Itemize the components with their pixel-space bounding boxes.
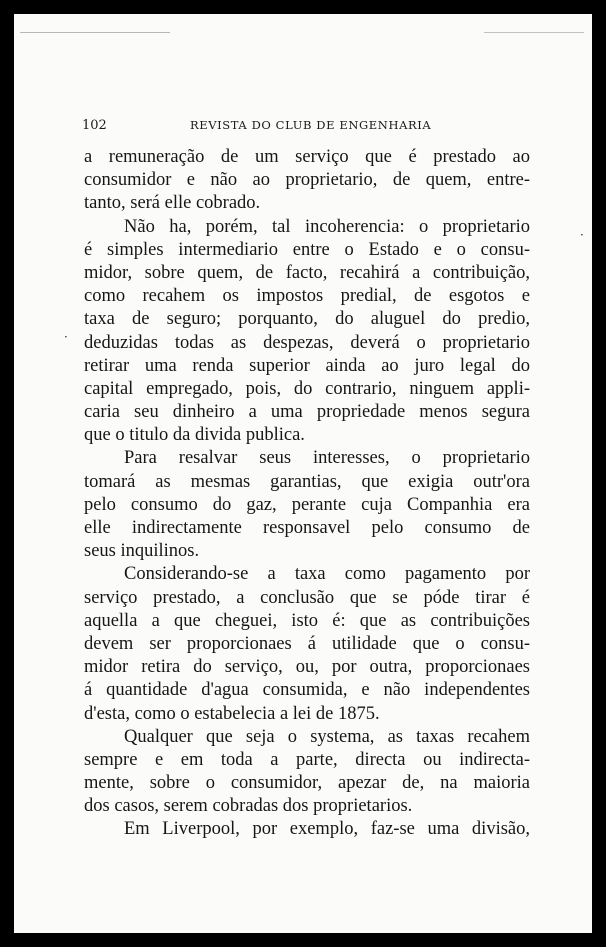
text-line: midor retira do serviço, ou, por outra, proporcionaes	[84, 657, 530, 678]
text-line: tomará as mesmas garantias, que exigia outr'ora	[84, 471, 530, 492]
text-line: serviço prestado, a conclusão que se póde tirar é	[84, 587, 530, 608]
text-line: devem ser proporcionaes á utilidade que o consu-	[84, 633, 530, 654]
text-line: Não ha, porém, tal incoherencia: o proprietario	[124, 216, 530, 237]
scanned-page	[14, 14, 592, 933]
text-line: mente, sobre o consumidor, apezar de, na maioria	[84, 773, 530, 794]
running-head	[82, 118, 530, 136]
text-line: tanto, será elle cobrado.	[84, 193, 261, 214]
text-line: dos casos, serem cobradas dos proprietarios.	[84, 796, 413, 817]
text-line: consumidor e não ao proprietario, de quem, entre-	[84, 170, 530, 191]
margin-speck: ·	[64, 330, 68, 344]
text-line: que o titulo da divida publica.	[84, 425, 305, 446]
text-line: sempre e em toda a parte, directa ou indirecta-	[84, 749, 530, 770]
text-line: á quantidade d'agua consumida, e não independentes	[84, 680, 530, 701]
text-line: deduzidas todas as despezas, deverá o proprietario	[84, 332, 530, 353]
text-line: d'esta, como o estabelecia a lei de 1875.	[84, 703, 380, 724]
text-line: Em Liverpool, por exemplo, faz-se uma divisão,	[124, 819, 530, 840]
text-line: é simples intermediario entre o Estado e o consu-	[84, 239, 530, 260]
page-number: 102	[82, 118, 107, 133]
scan-artifact-line	[20, 32, 170, 33]
text-line: pelo consumo do gaz, perante cuja Companhia era	[84, 494, 530, 515]
text-line: aquella a que cheguei, isto é: que as contribuições	[84, 610, 530, 631]
text-line: Para resalvar seus interesses, o proprietario	[124, 448, 530, 469]
text-line: elle indirectamente responsavel pelo consumo de	[84, 518, 530, 538]
text-line: caria seu dinheiro a uma propriedade menos segura	[84, 402, 530, 423]
text-line: a remuneração de um serviço que é prestado ao	[84, 147, 530, 167]
margin-speck: ·	[580, 228, 584, 242]
text-line: midor, sobre quem, de facto, recahirá a contribuição,	[84, 262, 530, 283]
body-text	[84, 146, 530, 842]
text-line: seus inquilinos.	[84, 541, 200, 562]
running-title: REVISTA DO CLUB DE ENGENHARIA	[190, 118, 432, 132]
text-line: Considerando-se a taxa como pagamento por	[124, 564, 530, 585]
text-line: Qualquer que seja o systema, as taxas recahem	[124, 726, 530, 747]
text-line: capital empregado, pois, do contrario, ninguem appli-	[84, 378, 530, 399]
scan-artifact-line	[484, 32, 584, 33]
text-line: retirar uma renda superior ainda ao juro legal do	[84, 355, 530, 376]
text-line: taxa de seguro; porquanto, do aluguel do predio,	[84, 309, 530, 330]
text-line: como recahem os impostos predial, de esgotos e	[84, 286, 530, 307]
